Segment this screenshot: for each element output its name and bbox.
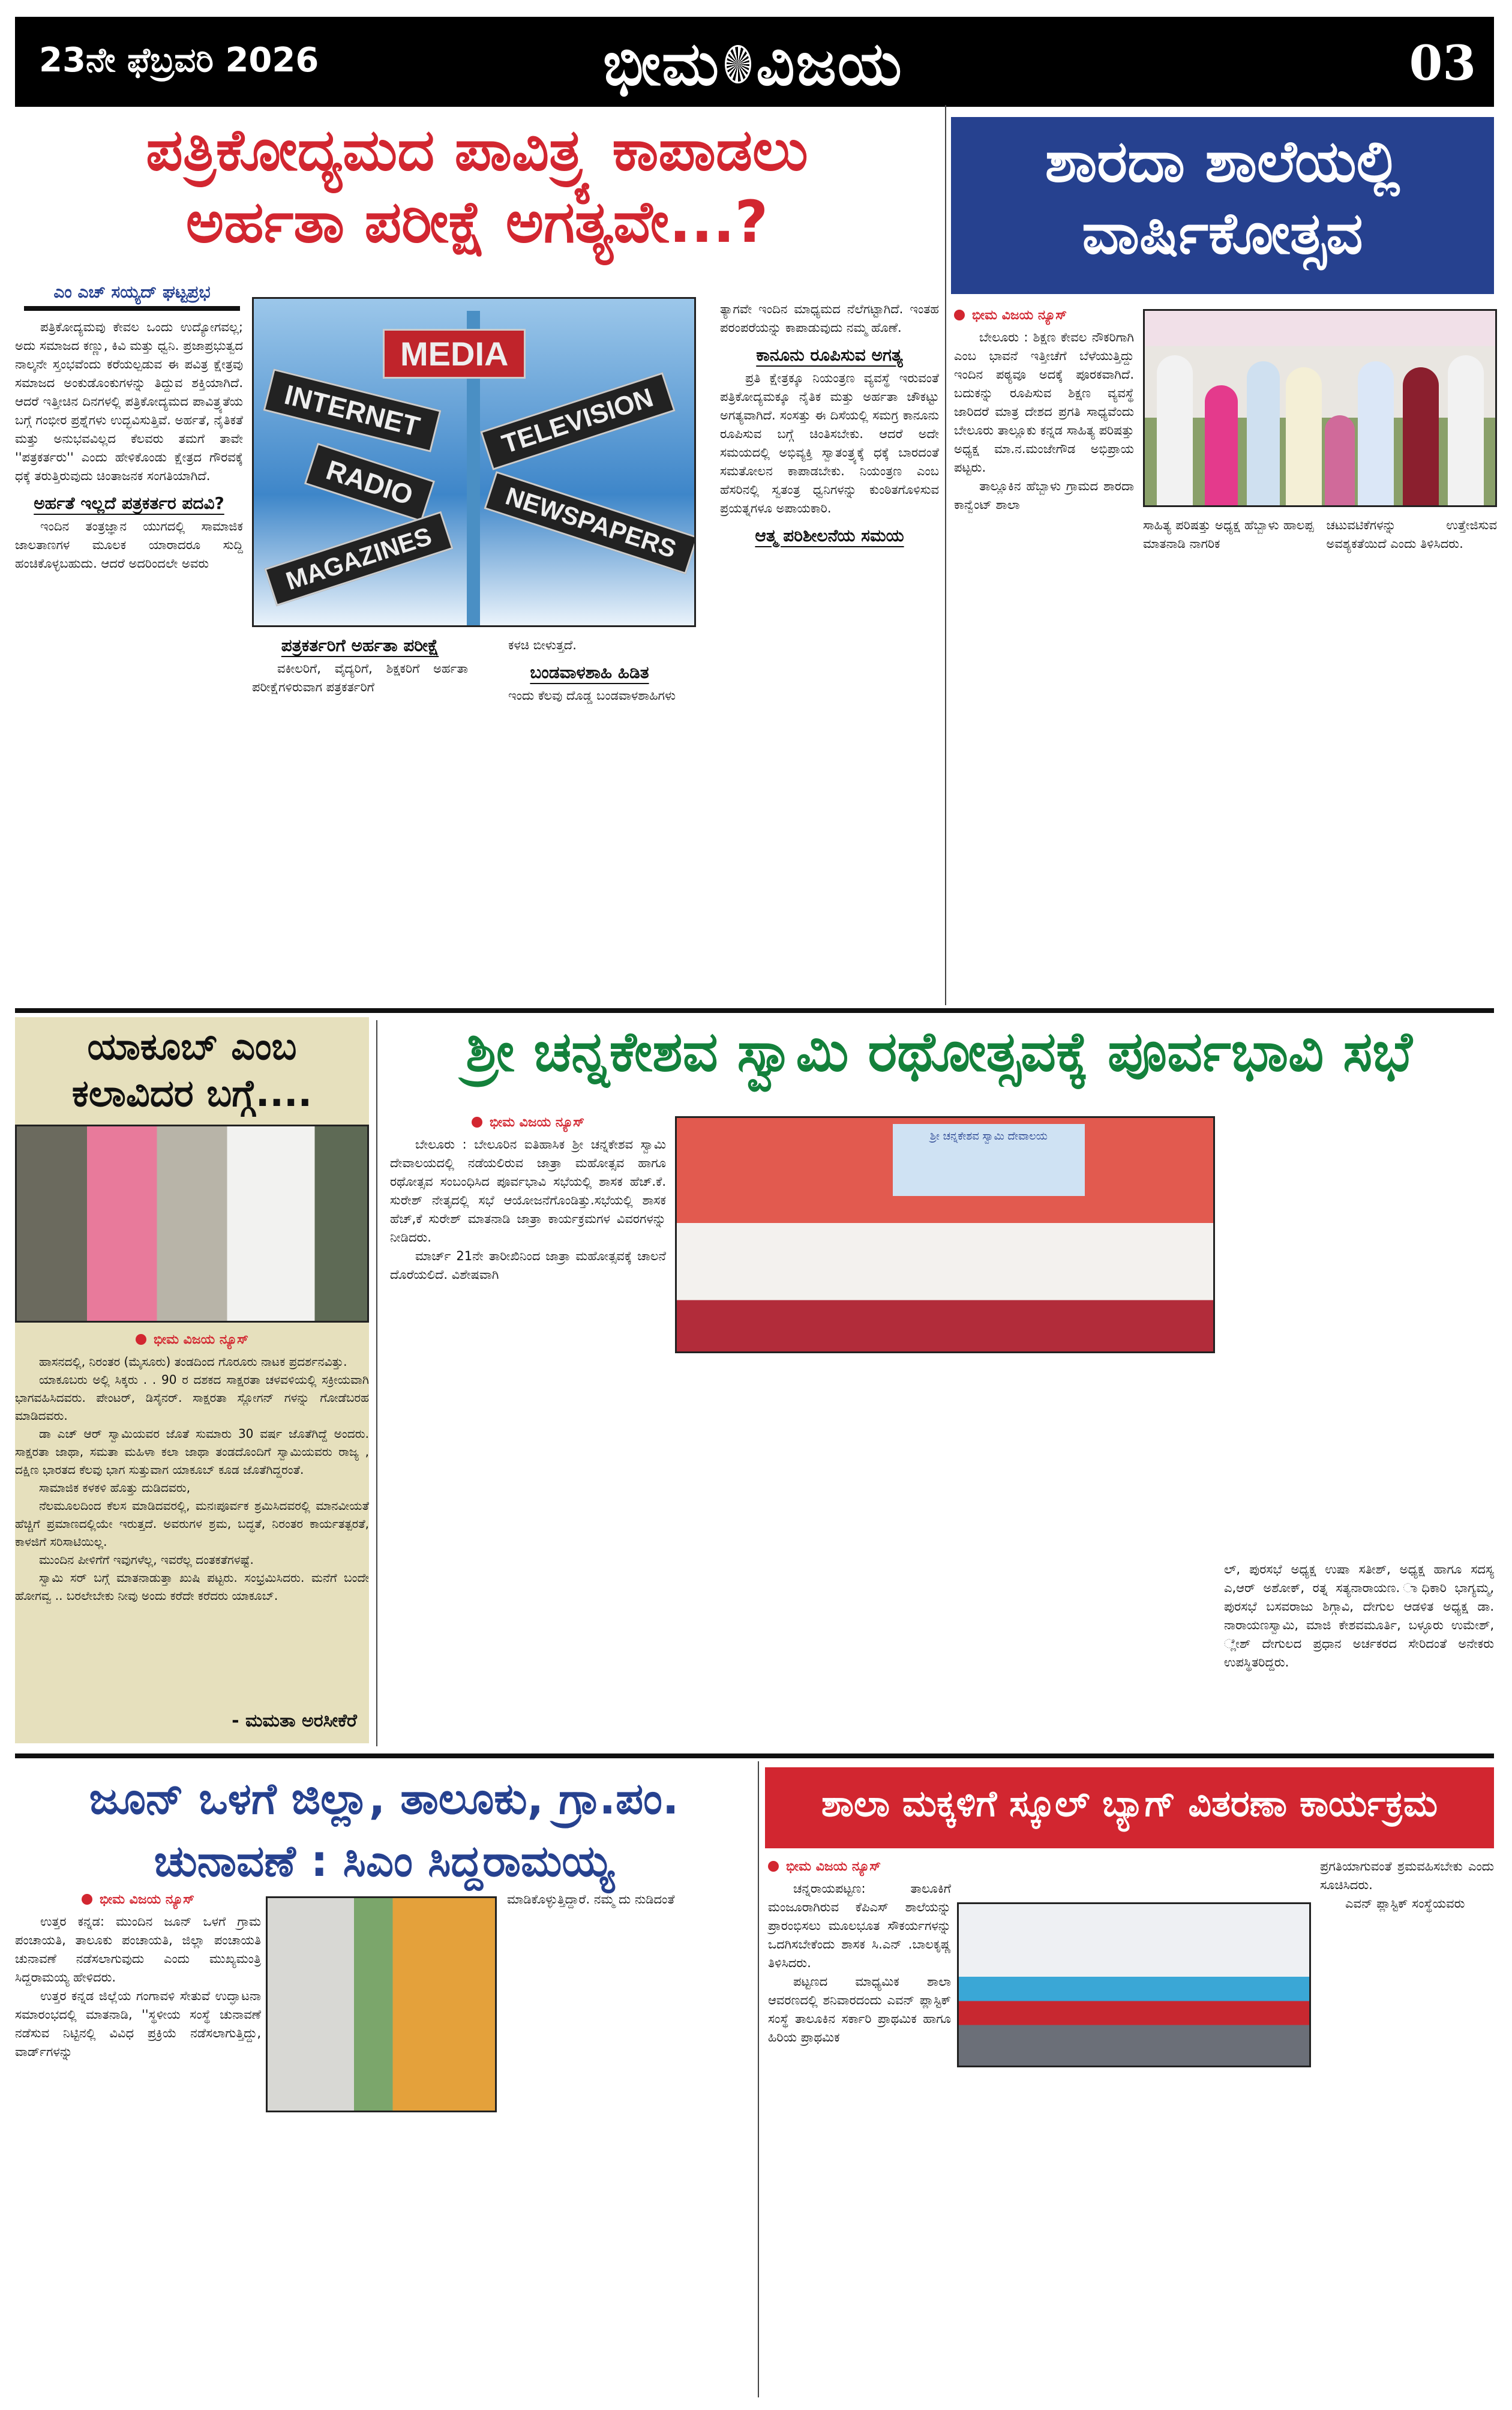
article1-byline: ಎಂ ಎಚ್ ಸಯ್ಯದ್ ಘಟ್ಟಪ್ರಭ — [24, 282, 240, 311]
masthead — [15, 17, 1494, 107]
article6-col1: ಭೀಮ ವಿಜಯ ನ್ಯೂಸ್ ಚನ್ನರಾಯಪಟ್ಟಣ: ತಾಲೂಕಿಗೆ ಮಂಜೂರಾಗಿರುವ ಕೆಪಿಎಸ್ ಶಾಲೆಯನ್ನು ಪ್ರಾರಂಭಿಸಲು ಮೂಲಭೂತ ಸೌಕರ್ಯಗಳನ್ನು ಒದಗಿಸಬೇಕೆಂದು ಶಾಸಕ ಸಿ.ಎನ್ .ಬಾಲಕೃಷ್ಣ ತಿಳಿಸಿದರು. ಪಟ್ಟಣದ ಮಾಧ್ಯಮಿಕ ಶಾಲಾ ಆವರಣದಲ್ಲಿ ಶನಿವಾರದಂದು ಎವನ್ ಪ್ಲಾಸ್ಟಿಕ್ ಸಂಸ್ಥೆ ತಾಲೂಕಿನ ಸರ್ಕಾರಿ ಪ್ರಾಥಮಿಕ ಹಾಗೂ ಹಿರಿಯ ಪ್ರಾಥಮಿಕ — [768, 1857, 951, 2047]
article1-headline: ಪತ್ರಿಕೋದ್ಯಮದ ಪಾವಿತ್ರ್ಯ ಕಾಪಾಡಲು ಅರ್ಹತಾ ಪರೀಕ್ಷೆ ಅಗತ್ಯವೇ...? — [146, 116, 808, 256]
news-tag: ಭೀಮ ವಿಜಯ ನ್ಯೂಸ್ — [15, 1331, 369, 1349]
media-signpost-photo: MEDIA INTERNET TELEVISION RADIO NEWSPAPERS MAGAZINES — [252, 297, 696, 627]
article5-col2: ಮಾಡಿಕೊಳ್ಳುತ್ತಿದ್ದಾರೆ. ನಮ್ಮ ದು ನುಡಿದಂತೆ — [507, 1892, 675, 1907]
column-divider — [758, 1761, 759, 2397]
page-number: 03 — [1409, 35, 1476, 91]
subheading: ಅರ್ಹತೆ ಇಲ್ಲದೆ ಪತ್ರಕರ್ತರ ಪದವಿ? — [34, 493, 224, 513]
article5-headline: ಜೂನ್ ಒಳಗೆ ಜಿಲ್ಲಾ, ತಾಲೂಕು, ಗ್ರಾ.ಪಂ. ಚುನಾವಣೆ : ಸಿಎಂ ಸಿದ್ದರಾಮಯ್ಯ — [89, 1773, 679, 1887]
news-tag: ಭೀಮ ವಿಜಯ ನ್ಯೂಸ್ — [390, 1113, 666, 1132]
article4-col1: ಭೀಮ ವಿಜಯ ನ್ಯೂಸ್ ಬೇಲೂರು : ಬೇಲೂರಿನ ಐತಿಹಾಸಿಕ ಶ್ರೀ ಚನ್ನಕೇಶವ ಸ್ವಾಮಿ ದೇವಾಲಯದಲ್ಲಿ ನಡೆಯಲಿರುವ ಜಾತ್ರಾ ಮಹೋತ್ಸವ ಹಾಗೂ ರಥೋತ್ಸವ ಸಂಬಂಧಿಸಿದ ಪೂರ್ವಭಾವಿ ಸಭೆಯಲ್ಲಿ ಶಾಸಕ ಹೆಚ್.ಕೆ. ಸುರೇಶ್ ನೇತೃದಲ್ಲಿ ಸಭೆ ಆಯೋಜನೆಗೊಂಡಿತ್ತು.ಸಭೆಯಲ್ಲಿ ಶಾಸಕ ಹೆಚ್,ಕೆ ಸುರೇಶ್ ಮಾತನಾಡಿ ಜಾತ್ರಾ ಕಾರ್ಯಕ್ರಮಗಳ ವಿವರಗಳನ್ನು ನೀಡಿದರು. ಮಾರ್ಚ್ 21ನೇ ತಾರೀಖಿನಿಂದ ಜಾತ್ರಾ ಮಹೋತ್ಸವಕ್ಕೆ ಚಾಲನೆ ದೊರೆಯಲಿದೆ. ವಿಶೇಷವಾಗಿ — [390, 1113, 666, 1284]
article4-headline: ಶ್ರೀ ಚನ್ನಕೇಶವ ಸ್ವಾಮಿ ರಥೋತ್ಸವಕ್ಕೆ ಪೂರ್ವಭಾವಿ ಸಭೆ — [466, 1020, 1412, 1084]
newspaper-logo: ಭೀಮ ವಿಜಯ — [603, 29, 903, 99]
column-divider — [376, 1020, 377, 1746]
section-divider — [15, 1008, 1494, 1013]
article6-headline: ಶಾಲಾ ಮಕ್ಕಳಿಗೆ ಸ್ಕೂಲ್ ಬ್ಯಾಗ್ ವಿತರಣಾ ಕಾರ್ಯಕ್ರಮ — [765, 1767, 1494, 1848]
news-tag: ಭೀಮ ವಿಜಯ ನ್ಯೂಸ್ — [954, 306, 1134, 325]
article6-col3: ಪ್ರಗತಿಯಾಗುವಂತೆ ಶ್ರಮವಹಿಸಬೇಕು ಎಂದು ಸೂಚಿಸಿದರು. ಎವನ್ ಪ್ಲಾಸ್ಟಿಕ್ ಸಂಸ್ಥೆಯವರು — [1320, 1859, 1494, 1911]
meeting-photo: ಶ್ರೀ ಚನ್ನಕೇಶವ ಸ್ವಾಮಿ ದೇವಾಲಯ — [675, 1116, 1215, 1353]
news-tag: ಭೀಮ ವಿಜಯ ನ್ಯೂಸ್ — [768, 1857, 951, 1876]
article4-closing: ಲ್, ಪುರಸಭೆ ಅಧ್ಯಕ್ಷ ಉಷಾ ಸತೀಶ್, ಅಧ್ಯಕ್ಷ ಹಾಗೂ ಸದಸ್ಯ ಎ,ಆರ್ ಅಶೋಕ್, ರತ್ನ ಸತ್ಯನಾರಾಯಣ. ಾಧಿಕಾರಿ ಭಾಗ್ಯಮ್ಮ, ಪುರಸಭೆ ಬಸವರಾಜು ಶಿಗ್ಗಾವಿ, ದೇಗುಲ ಆಡಳಿತ ಅಧ್ಯಕ್ಷ ಡಾ. ನಾರಾಯಣಸ್ವಾಮಿ, ಮಾಜಿ ಕೇಶವಮೂರ್ತಿ, ಬಳ್ಳೂರು ಉಮೇಶ್, ್ಲೇಶ್ ದೇಗುಲದ ಪ್ರಧಾನ ಅರ್ಚಕರದ ಸೇರಿದಂತೆ ಅನೇಕರು ಉಪಸ್ಥಿತರಿದ್ದರು. — [1224, 1562, 1494, 1669]
school-anniversary-photo — [1143, 309, 1497, 507]
article1-col4: ತ್ಯಾಗವೇ ಇಂದಿನ ಮಾಧ್ಯಮದ ನೆಲೆಗಟ್ಟಾಗಿದೆ. ಇಂತಹ ಪರಂಪರೆಯನ್ನು ಕಾಪಾಡುವುದು ನಮ್ಮ ಹೊಣೆ. ಕಾನೂನು ರೂಪಿಸುವ ಅಗತ್ಯ ಪ್ರತಿ ಕ್ಷೇತ್ರಕ್ಕೂ ನಿಯಂತ್ರಣ ವ್ಯವಸ್ಥೆ ಇರುವಂತೆ ಪತ್ರಿಕೋದ್ಯಮಕ್ಕೂ ನೈತಿಕ ಮತ್ತು ಅರ್ಹತಾ ಚೌಕಟ್ಟು ಅಗತ್ಯವಾಗಿದೆ. ಸಂಸತ್ತು ಈ ದಿಸೆಯಲ್ಲಿ ಸಮಗ್ರ ಕಾನೂನು ರೂಪಿಸುವ ಬಗ್ಗೆ ಚಿಂತಿಸಬೇಕು. ಆದರೆ ಅದೇ ಸಮಯದಲ್ಲಿ ಅಭಿವ್ಯಕ್ತಿ ಸ್ವಾತಂತ್ರ್ಯಕ್ಕೆ ಧಕ್ಕೆ ಬಾರದಂತೆ ಸಮತೋಲನ ಕಾಪಾಡಬೇಕು. ನಿಯಂತ್ರಣ ಎಂಬ ಹೆಸರಿನಲ್ಲಿ ಸ್ವತಂತ್ರ ಧ್ವನಿಗಳನ್ನು ಕುಂಠಿತಗೊಳಿಸುವ ಪ್ರಯತ್ನಗಳೂ ಅಪಾಯಕಾರಿ. ಆತ್ಮ ಪರಿಶೀಲನೆಯ ಸಮಯ — [720, 302, 939, 545]
issue-date: 23ನೇ ಫೆಬ್ರವರಿ 2026 — [39, 41, 319, 80]
section-divider — [15, 1753, 1494, 1758]
cm-siddaramaiah-photo — [266, 1896, 497, 2112]
chakra-icon — [725, 45, 751, 83]
artist-photo — [15, 1125, 369, 1323]
article3-headline: ಯಾಕೂಬ್ ಎಂಬ ಕಲಾವಿದರ ಬಗ್ಗೆ.... — [71, 1024, 313, 1115]
article3-author: - ಮಮತಾ ಅರಸೀಕೆರೆ — [232, 1710, 357, 1731]
news-tag: ಭೀಮ ವಿಜಯ ನ್ಯೂಸ್ — [15, 1890, 261, 1909]
article1-col1: ಪತ್ರಿಕೋದ್ಯಮವು ಕೇವಲ ಒಂದು ಉದ್ಯೋಗವಲ್ಲ; ಅದು ಸಮಾಜದ ಕಣ್ಣು, ಕಿವಿ ಮತ್ತು ಧ್ವನಿ. ಪ್ರಜಾಪ್ರಭುತ್ವದ ನಾಲ್ಕನೇ ಸ್ತಂಭವೆಂದು ಕರೆಯಲ್ಪಡುವ ಈ ಪವಿತ್ರ ಕ್ಷೇತ್ರವು ಸಮಾಜದ ಅಂಕುಡೊಂಕುಗಳನ್ನು ತಿದ್ದುವ ಶಕ್ತಿಯಾಗಿದೆ. ಆದರೆ ಇತ್ತೀಚಿನ ದಿನಗಳಲ್ಲಿ ಪತ್ರಿಕೋದ್ಯಮದ ಪಾವಿತ್ರ್ಯತೆಯ ಬಗ್ಗೆ ಗಂಭೀರ ಪ್ರಶ್ನೆಗಳು ಉದ್ಭವಿಸುತ್ತಿವೆ. ಅರ್ಹತೆ, ನೈತಿಕತೆ ಮತ್ತು ಅನುಭವವಿಲ್ಲದ ಕೆಲವರು ತಮಗೆ ತಾವೇ ''ಪತ್ರಕರ್ತರು'' ಎಂದು ಹೇಳಿಕೊಂಡು ಕ್ಷೇತ್ರದ ಗೌರವಕ್ಕೆ ಧಕ್ಕೆ ತರುತ್ತಿರುವುದು ಚಿಂತಾಜನಕ ಸಂಗತಿಯಾಗಿದೆ. ಅರ್ಹತೆ ಇಲ್ಲದೆ ಪತ್ರಕರ್ತರ ಪದವಿ? ಇಂದಿನ ತಂತ್ರಜ್ಞಾನ ಯುಗದಲ್ಲಿ ಸಾಮಾಜಿಕ ಜಾಲತಾಣಗಳ ಮೂಲಕ ಯಾರಾದರೂ ಸುದ್ದಿ ಹಂಚಿಕೊಳ್ಳಬಹುದು. ಆದರೆ ಅದರಿಂದಲೇ ಅವರು — [15, 320, 243, 571]
article2-col2: ಸಾಹಿತ್ಯ ಪರಿಷತ್ತು ಅಧ್ಯಕ್ಷ ಹೆಬ್ಬಾಳು ಹಾಲಪ್ಪ ಮಾತನಾಡಿ ನಾಗರಿಕ ಚಟುವಟಿಕೆಗಳನ್ನು ಉತ್ತೇಜಿಸುವ ಅವಶ್ಯಕತೆಯಿದೆ ಎಂದು ತಿಳಿಸಿದರು. — [1143, 518, 1497, 551]
article3-box: ಯಾಕೂಬ್ ಎಂಬ ಕಲಾವಿದರ ಬಗ್ಗೆ.... ಭೀಮ ವಿಜಯ ನ್ಯೂಸ್ ಹಾಸನದಲ್ಲಿ, ನಿರಂತರ (ಮೈಸೂರು) ತಂಡದಿಂದ ಗೊರೂರು ನಾಟಕ ಪ್ರದರ್ಶನವಿತ್ತು. ಯಾಕೂಬರು ಅಲ್ಲಿ ಸಿಕ್ಕರು . . 90 ರ ದಶಕದ ಸಾಕ್ಷರತಾ ಚಳವಳಿಯಲ್ಲಿ ಸಕ್ರೀಯವಾಗಿ ಭಾಗವಹಿಸಿದವರು. ಪೇಂಟರ್, ಡಿಸೈನರ್. ಸಾಕ್ಷರತಾ ಸ್ಲೋಗನ್ ಗಳನ್ನು ಗೋಡೆಬರಹ ಮಾಡಿದವರು. ಡಾ ಎಚ್ ಆರ್ ಸ್ವಾಮಿಯವರ ಜೊತೆ ಸುಮಾರು 30 ವರ್ಷ ಜೊತೆಗಿದ್ದೆ ಅಂದರು. ಸಾಕ್ಷರತಾ ಜಾಥಾ, ಸಮತಾ ಮಹಿಳಾ ಕಲಾ ಜಾಥಾ ತಂಡದೊಂದಿಗೆ ಸ್ವಾಮಿಯವರು ರಾಜ್ಯ , ದಕ್ಷಿಣ ಭಾರತದ ಕೆಲವು ಭಾಗ ಸುತ್ತುವಾಗ ಯಾಕೂಬ್ ಕೂಡ ಜೊತೆಗಿದ್ದರಂತೆ. ಸಾಮಾಜಿಕ ಕಳಕಳಿ ಹೊತ್ತು ದುಡಿದವರು, ನೆಲಮೂಲದಿಂದ ಕೆಲಸ ಮಾಡಿದವರಲ್ಲಿ, ಮನಃಪೂರ್ವಕ ಶ್ರಮಿಸಿದವರಲ್ಲಿ ಮಾನವೀಯತೆ ಹೆಚ್ಚಿಗೆ ಪ್ರಮಾಣದಲ್ಲಿಯೇ ಇರುತ್ತದೆ. ಅವರುಗಳ ಶ್ರಮ, ಬದ್ಧತೆ, ನಿರಂತರ ಕಾರ್ಯತತ್ಪರತೆ, ಕಾಳಜಿಗೆ ಸರಿಸಾಟಿಯಿಲ್ಲ. ಮುಂದಿನ ಪೀಳಿಗೆಗೆ ಇವುಗಳೆಲ್ಲ, ಇವರೆಲ್ಲ ದಂತಕತೆಗಳಷ್ಟೆ. ಸ್ವಾಮಿ ಸರ್ ಬಗ್ಗೆ ಮಾತನಾಡುತ್ತಾ ಖುಷಿ ಪಟ್ಟರು. ಸಂಭ್ರಮಿಸಿದರು. ಮನೆಗೆ ಬಂದೇ ಹೋಗವ್ವ .. ಬರಲೇಬೇಕು ನೀವು ಅಂದು ಕರೆದೇ ಕರೆದರು ಯಾಕೂಬ್. - ಮಮತಾ ಅರಸೀಕೆರೆ — [15, 1017, 369, 1743]
article1-col2: ಪತ್ರಕರ್ತರಿಗೆ ಅರ್ಹತಾ ಪರೀಕ್ಷೆ ವಕೀಲರಿಗೆ, ವೈದ್ಯರಿಗೆ, ಶಿಕ್ಷಕರಿಗೆ ಅರ್ಹತಾ ಪರೀಕ್ಷೆಗಳಿರುವಾಗ ಪತ್ರಕರ್ತರಿಗೆ — [252, 636, 468, 694]
column-divider — [945, 105, 946, 1005]
article2-col1: ಭೀಮ ವಿಜಯ ನ್ಯೂಸ್ ಬೇಲೂರು : ಶಿಕ್ಷಣ ಕೇವಲ ನೌಕರಿಗಾಗಿ ಎಂಬ ಭಾವನೆ ಇತ್ತೀಚೆಗೆ ಬೆಳೆಯುತ್ತಿದ್ದು ಇಂದಿನ ಪಠ್ಯವೂ ಅದಕ್ಕೆ ಪೂರಕವಾಗಿದೆ. ಬದುಕನ್ನು ರೂಪಿಸುವ ಶಿಕ್ಷಣ ವ್ಯವಸ್ಥೆ ಜಾರಿದರೆ ಮಾತ್ರ ದೇಶದ ಪ್ರಗತಿ ಸಾಧ್ಯವೆಂದು ಬೇಲೂರು ತಾಲ್ಲೂಕು ಕನ್ನಡ ಸಾಹಿತ್ಯ ಪರಿಷತ್ತು ಅಧ್ಯಕ್ಷ ಮಾ.ನ.ಮಂಜೇಗೌಡ ಅಭಿಪ್ರಾಯ ಪಟ್ಟರು. ತಾಲ್ಲೂಕಿನ ಹೆಬ್ಬಾಳು ಗ್ರಾಮದ ಶಾರದಾ ಕಾನ್ವೆಂಟ್ ಶಾಲಾ — [954, 306, 1134, 514]
article5-col1: ಭೀಮ ವಿಜಯ ನ್ಯೂಸ್ ಉತ್ತರ ಕನ್ನಡ: ಮುಂದಿನ ಜೂನ್ ಒಳಗೆ ಗ್ರಾಮ ಪಂಚಾಯತಿ, ತಾಲೂಕು ಪಂಚಾಯತಿ, ಜಿಲ್ಲಾ ಪಂಚಾಯತಿ ಚುನಾವಣೆ ನಡೆಸಲಾಗುವುದು ಎಂದು ಮುಖ್ಯಮಂತ್ರಿ ಸಿದ್ದರಾಮಯ್ಯ ಹೇಳಿದರು. ಉತ್ತರ ಕನ್ನಡ ಜಿಲ್ಲೆಯ ಗಂಗಾವಳಿ ಸೇತುವೆ ಉದ್ಘಾಟನಾ ಸಮಾರಂಭದಲ್ಲಿ ಮಾತನಾಡಿ, ''ಸ್ಥಳೀಯ ಸಂಸ್ಥೆ ಚುನಾವಣೆ ನಡೆಸುವ ನಿಟ್ಟಿನಲ್ಲಿ ವಿವಿಧ ಪ್ರಕ್ರಿಯೆ ನಡೆಸಲಾಗುತ್ತಿದ್ದು, ವಾರ್ಡ್‌ಗಳನ್ನು — [15, 1890, 261, 2061]
article1-col3: ಕಳಚಿ ಬೀಳುತ್ತದೆ. ಬಂಡವಾಳಶಾಹಿ ಹಿಡಿತ ಇಂದು ಕೆಲವು ದೊಡ್ಡ ಬಂಡವಾಳಶಾಹಿಗಳು — [508, 638, 676, 703]
article2-headline: ಶಾರದಾ ಶಾಲೆಯಲ್ಲಿ ವಾರ್ಷಿಕೋತ್ಸವ — [951, 117, 1494, 294]
school-bag-distribution-photo — [957, 1902, 1311, 2067]
